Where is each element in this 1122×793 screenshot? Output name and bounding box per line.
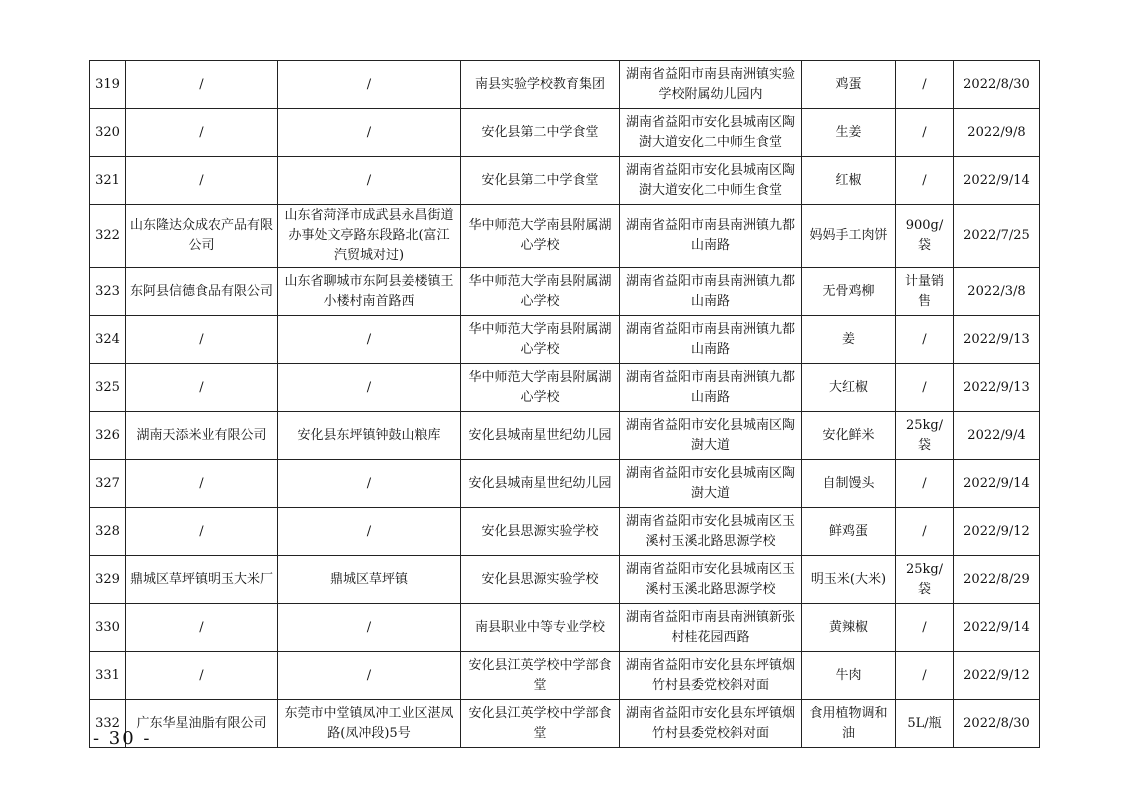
producer-address-cell: 山东省聊城市东阿县姜楼镇王小楼村南首路西 — [278, 268, 461, 316]
specification-cell: / — [896, 109, 954, 157]
specification-cell: 25kg/袋 — [896, 412, 954, 460]
sampled-unit-address-cell: 湖南省益阳市安化县东坪镇烟竹村县委党校斜对面 — [620, 652, 802, 700]
producer-name-cell: 东阿县信德食品有限公司 — [126, 268, 278, 316]
producer-address-cell: / — [278, 460, 461, 508]
table-row — [90, 316, 1040, 364]
producer-address-cell: 鼎城区草坪镇 — [278, 556, 461, 604]
table-row — [90, 460, 1040, 508]
production-date-cell: 2022/3/8 — [954, 268, 1040, 316]
producer-address-cell: / — [278, 61, 461, 109]
production-date-cell: 2022/8/30 — [954, 700, 1040, 748]
sampled-unit-cell: 安化县第二中学食堂 — [461, 109, 620, 157]
specification-cell: / — [896, 364, 954, 412]
producer-name-cell: 鼎城区草坪镇明玉大米厂 — [126, 556, 278, 604]
producer-address-cell: 东莞市中堂镇凤冲工业区湛凤路(凤冲段)5号 — [278, 700, 461, 748]
producer-address-cell: / — [278, 604, 461, 652]
producer-name-cell: / — [126, 157, 278, 205]
row-number-cell: 320 — [90, 109, 126, 157]
producer-address-cell: / — [278, 652, 461, 700]
production-date-cell: 2022/9/14 — [954, 157, 1040, 205]
production-date-cell: 2022/9/13 — [954, 316, 1040, 364]
table-row — [90, 157, 1040, 205]
production-date-cell: 2022/9/8 — [954, 109, 1040, 157]
sampled-unit-address-cell: 湖南省益阳市安化县城南区玉溪村玉溪北路思源学校 — [620, 556, 802, 604]
product-name-cell: 黄辣椒 — [802, 604, 896, 652]
sampled-unit-cell: 安化县思源实验学校 — [461, 556, 620, 604]
production-date-cell: 2022/9/12 — [954, 652, 1040, 700]
production-date-cell: 2022/9/14 — [954, 604, 1040, 652]
specification-cell: 900g/袋 — [896, 205, 954, 268]
sampled-unit-cell: 安化县江英学校中学部食堂 — [461, 700, 620, 748]
specification-cell: / — [896, 604, 954, 652]
sampled-unit-address-cell: 湖南省益阳市安化县城南区陶澍大道 — [620, 412, 802, 460]
table-row — [90, 205, 1040, 268]
table-row — [90, 61, 1040, 109]
product-name-cell: 食用植物调和油 — [802, 700, 896, 748]
row-number-cell: 322 — [90, 205, 126, 268]
specification-cell: 计量销售 — [896, 268, 954, 316]
sampled-unit-address-cell: 湖南省益阳市南县南洲镇新张村桂花园西路 — [620, 604, 802, 652]
sampled-unit-cell: 安化县城南星世纪幼儿园 — [461, 460, 620, 508]
production-date-cell: 2022/8/29 — [954, 556, 1040, 604]
sampled-unit-cell: 安化县江英学校中学部食堂 — [461, 652, 620, 700]
sampled-unit-address-cell: 湖南省益阳市安化县城南区玉溪村玉溪北路思源学校 — [620, 508, 802, 556]
sampled-unit-address-cell: 湖南省益阳市安化县东坪镇烟竹村县委党校斜对面 — [620, 700, 802, 748]
row-number-cell: 325 — [90, 364, 126, 412]
producer-address-cell: 山东省菏泽市成武县永昌街道办事处文亭路东段路北(富江汽贸城对过) — [278, 205, 461, 268]
producer-address-cell: / — [278, 364, 461, 412]
sampled-unit-cell: 华中师范大学南县附属湖心学校 — [461, 205, 620, 268]
sampled-unit-cell: 华中师范大学南县附属湖心学校 — [461, 364, 620, 412]
table-row — [90, 364, 1040, 412]
table-body — [90, 61, 1040, 748]
production-date-cell: 2022/9/14 — [954, 460, 1040, 508]
product-name-cell: 红椒 — [802, 157, 896, 205]
specification-cell: / — [896, 157, 954, 205]
product-name-cell: 安化鲜米 — [802, 412, 896, 460]
product-name-cell: 明玉米(大米) — [802, 556, 896, 604]
product-name-cell: 姜 — [802, 316, 896, 364]
producer-address-cell: 安化县东坪镇钟鼓山粮库 — [278, 412, 461, 460]
producer-address-cell: / — [278, 508, 461, 556]
row-number-cell: 321 — [90, 157, 126, 205]
production-date-cell: 2022/9/12 — [954, 508, 1040, 556]
production-date-cell: 2022/8/30 — [954, 61, 1040, 109]
product-name-cell: 牛肉 — [802, 652, 896, 700]
product-name-cell: 生姜 — [802, 109, 896, 157]
specification-cell: / — [896, 652, 954, 700]
sampled-unit-address-cell: 湖南省益阳市南县南洲镇实验学校附属幼儿园内 — [620, 61, 802, 109]
row-number-cell: 331 — [90, 652, 126, 700]
specification-cell: / — [896, 460, 954, 508]
product-name-cell: 大红椒 — [802, 364, 896, 412]
producer-name-cell: 山东隆达众成农产品有限公司 — [126, 205, 278, 268]
sampled-unit-cell: 南县实验学校教育集团 — [461, 61, 620, 109]
table-row — [90, 556, 1040, 604]
producer-name-cell: 湖南天添米业有限公司 — [126, 412, 278, 460]
producer-name-cell: / — [126, 109, 278, 157]
row-number-cell: 332 — [90, 700, 126, 748]
table-row — [90, 412, 1040, 460]
specification-cell: / — [896, 61, 954, 109]
sampled-unit-address-cell: 湖南省益阳市南县南洲镇九都山南路 — [620, 268, 802, 316]
specification-cell: / — [896, 508, 954, 556]
production-date-cell: 2022/9/13 — [954, 364, 1040, 412]
producer-name-cell: / — [126, 508, 278, 556]
specification-cell: 5L/瓶 — [896, 700, 954, 748]
producer-name-cell: / — [126, 652, 278, 700]
producer-address-cell: / — [278, 157, 461, 205]
production-date-cell: 2022/9/4 — [954, 412, 1040, 460]
producer-name-cell: / — [126, 316, 278, 364]
row-number-cell: 327 — [90, 460, 126, 508]
producer-name-cell: / — [126, 61, 278, 109]
sampled-unit-cell: 安化县第二中学食堂 — [461, 157, 620, 205]
sampled-unit-cell: 华中师范大学南县附属湖心学校 — [461, 316, 620, 364]
production-date-cell: 2022/7/25 — [954, 205, 1040, 268]
producer-name-cell: 广东华星油脂有限公司 — [126, 700, 278, 748]
sampled-unit-cell: 安化县思源实验学校 — [461, 508, 620, 556]
table-row — [90, 700, 1040, 748]
sampled-unit-cell: 南县职业中等专业学校 — [461, 604, 620, 652]
table-row — [90, 268, 1040, 316]
inspection-table — [89, 60, 1040, 748]
row-number-cell: 324 — [90, 316, 126, 364]
product-name-cell: 无骨鸡柳 — [802, 268, 896, 316]
producer-name-cell: / — [126, 460, 278, 508]
sampled-unit-address-cell: 湖南省益阳市安化县城南区陶澍大道安化二中师生食堂 — [620, 157, 802, 205]
specification-cell: 25kg/袋 — [896, 556, 954, 604]
table-row — [90, 604, 1040, 652]
sampled-unit-address-cell: 湖南省益阳市南县南洲镇九都山南路 — [620, 316, 802, 364]
producer-address-cell: / — [278, 316, 461, 364]
row-number-cell: 326 — [90, 412, 126, 460]
table-row — [90, 508, 1040, 556]
row-number-cell: 323 — [90, 268, 126, 316]
sampled-unit-address-cell: 湖南省益阳市南县南洲镇九都山南路 — [620, 205, 802, 268]
row-number-cell: 329 — [90, 556, 126, 604]
producer-name-cell: / — [126, 604, 278, 652]
sampled-unit-cell: 安化县城南星世纪幼儿园 — [461, 412, 620, 460]
product-name-cell: 鲜鸡蛋 — [802, 508, 896, 556]
inspection-table-wrapper — [89, 60, 1039, 748]
row-number-cell: 319 — [90, 61, 126, 109]
page-number: - 30 - — [93, 728, 152, 749]
producer-address-cell: / — [278, 109, 461, 157]
sampled-unit-address-cell: 湖南省益阳市安化县城南区陶澍大道 — [620, 460, 802, 508]
sampled-unit-address-cell: 湖南省益阳市南县南洲镇九都山南路 — [620, 364, 802, 412]
producer-name-cell: / — [126, 364, 278, 412]
product-name-cell: 鸡蛋 — [802, 61, 896, 109]
product-name-cell: 自制馒头 — [802, 460, 896, 508]
row-number-cell: 330 — [90, 604, 126, 652]
product-name-cell: 妈妈手工肉饼 — [802, 205, 896, 268]
row-number-cell: 328 — [90, 508, 126, 556]
sampled-unit-address-cell: 湖南省益阳市安化县城南区陶澍大道安化二中师生食堂 — [620, 109, 802, 157]
specification-cell: / — [896, 316, 954, 364]
sampled-unit-cell: 华中师范大学南县附属湖心学校 — [461, 268, 620, 316]
table-row — [90, 109, 1040, 157]
table-row — [90, 652, 1040, 700]
